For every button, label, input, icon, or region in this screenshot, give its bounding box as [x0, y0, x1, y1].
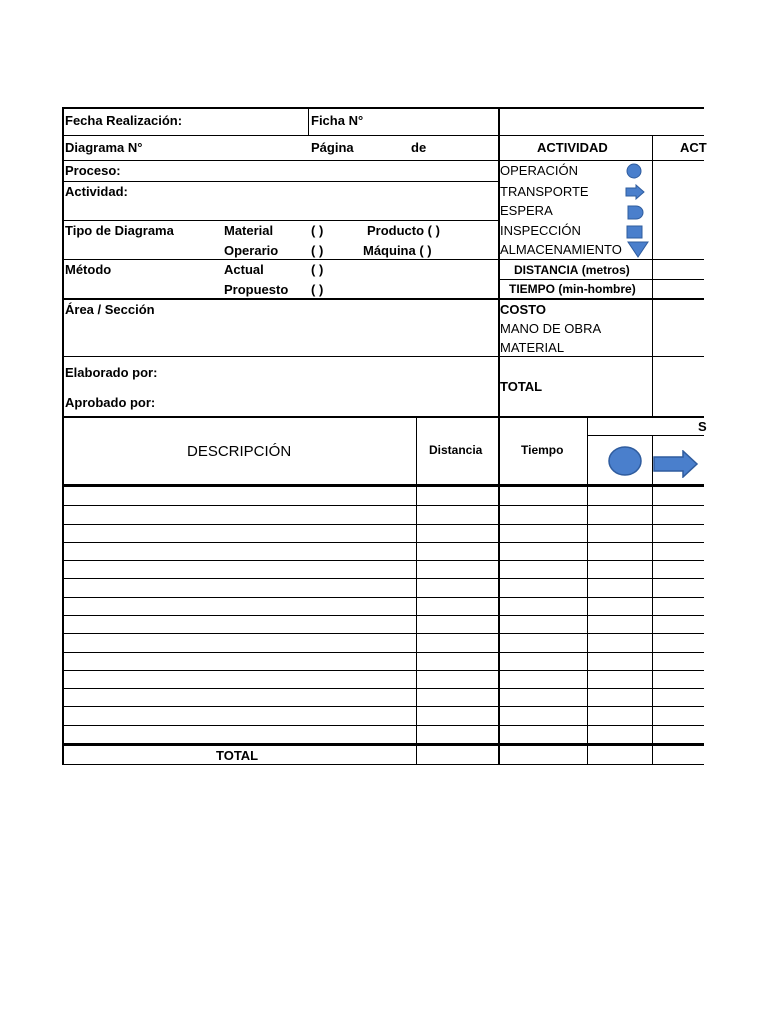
label-metodo: Método: [65, 262, 112, 277]
label-ficha-no: Ficha N°: [311, 113, 364, 128]
label-transporte: TRANSPORTE: [500, 184, 589, 199]
label-actividad: Actividad:: [65, 184, 128, 199]
label-tiempo-summary: [509, 282, 636, 297]
divider-main-right: [498, 107, 500, 417]
label-diagrama-no: Diagrama N°: [65, 140, 143, 155]
hline-220: [62, 220, 499, 221]
table-row[interactable]: [64, 670, 704, 688]
checkbox-maquina[interactable]: Máquina ( ): [363, 243, 432, 258]
label-operario-option: Operario: [224, 243, 279, 258]
label-actual-option: Actual: [224, 262, 264, 277]
label-elaborado-por: Elaborado por:: [65, 365, 158, 380]
table-row[interactable]: [64, 725, 704, 743]
table-row[interactable]: [64, 505, 704, 523]
label-propuesto-option: Propuesto: [224, 282, 289, 297]
table-row[interactable]: [64, 597, 704, 615]
border-top: [62, 107, 704, 109]
label-pagina: Página: [311, 140, 354, 155]
circle-operation-column-icon: [607, 445, 643, 477]
hline-total-top: [62, 743, 704, 746]
table-row[interactable]: [64, 487, 704, 505]
checkbox-propuesto[interactable]: ( ): [311, 282, 324, 297]
table-row[interactable]: [64, 578, 704, 596]
label-inspeccion: INSPECCIÓN: [500, 223, 581, 238]
table-row[interactable]: [64, 615, 704, 633]
hline-416: [62, 416, 704, 418]
label-aprobado-por: Aprobado por:: [65, 395, 156, 410]
table-row[interactable]: [64, 633, 704, 651]
label-area-seccion: Área / Sección: [65, 302, 155, 317]
header-actividad: ACTIVIDAD: [537, 140, 608, 155]
checkbox-operario[interactable]: ( ): [311, 243, 324, 258]
arrow-transport-icon: [625, 184, 645, 200]
col-descripcion-header: DESCRIPCIÓN: [187, 443, 292, 460]
hline-298: [62, 298, 704, 300]
hline-259: [62, 259, 704, 260]
table-row[interactable]: [64, 652, 704, 670]
hline-symbol-header: [587, 435, 704, 436]
label-material-costo: MATERIAL: [500, 340, 565, 355]
header-actividad-2: ACT: [680, 140, 707, 155]
table-row[interactable]: [64, 524, 704, 542]
checkbox-actual[interactable]: ( ): [311, 262, 324, 277]
label-de: de: [411, 140, 427, 155]
d-shape-wait-icon: [627, 205, 645, 220]
label-tipo-diagrama: Tipo de Diagrama: [65, 223, 174, 238]
label-material-option: Material: [224, 223, 274, 238]
table-row[interactable]: [64, 706, 704, 724]
checkbox-producto[interactable]: Producto ( ): [367, 223, 440, 238]
label-distancia-summary: [514, 263, 630, 278]
square-inspection-icon: [626, 225, 644, 239]
col-simbolo-header: S: [698, 419, 707, 434]
triangle-storage-icon: [627, 241, 649, 258]
hline-135: [62, 135, 704, 136]
col-tiempo-header: Tiempo: [521, 443, 564, 457]
circle-operation-icon: [626, 163, 642, 179]
hline-total-bottom: [62, 764, 704, 765]
label-espera: ESPERA: [500, 203, 553, 218]
arrow-transport-column-icon: [653, 450, 699, 478]
distancia-word: DISTANCIA: [514, 263, 579, 277]
label-mano-de-obra: MANO DE OBRA: [500, 321, 602, 336]
tiempo-unit: (min-hombre): [558, 282, 636, 296]
label-costo: COSTO: [500, 302, 546, 317]
label-almacenamiento: ALMACENAMIENTO: [500, 242, 622, 257]
hline-356: [62, 356, 704, 357]
label-fecha-realizacion: Fecha Realización:: [65, 113, 183, 128]
hline-279: [498, 279, 704, 280]
tiempo-word: TIEMPO: [509, 282, 556, 296]
hline-181: [62, 181, 499, 182]
label-operacion: OPERACIÓN: [500, 163, 579, 178]
label-proceso: Proceso:: [65, 163, 121, 178]
table-row[interactable]: [64, 560, 704, 578]
table-row[interactable]: [64, 688, 704, 706]
hline-160: [62, 160, 704, 161]
table-row[interactable]: [64, 542, 704, 560]
label-total-costo: TOTAL: [500, 379, 543, 394]
label-total-table: TOTAL: [216, 748, 259, 763]
col-distancia-header: Distancia: [429, 443, 483, 457]
divider-actividad: [652, 135, 653, 417]
checkbox-material[interactable]: ( ): [311, 223, 324, 238]
divider-ficha: [308, 107, 309, 135]
distancia-unit: (metros): [581, 263, 630, 277]
